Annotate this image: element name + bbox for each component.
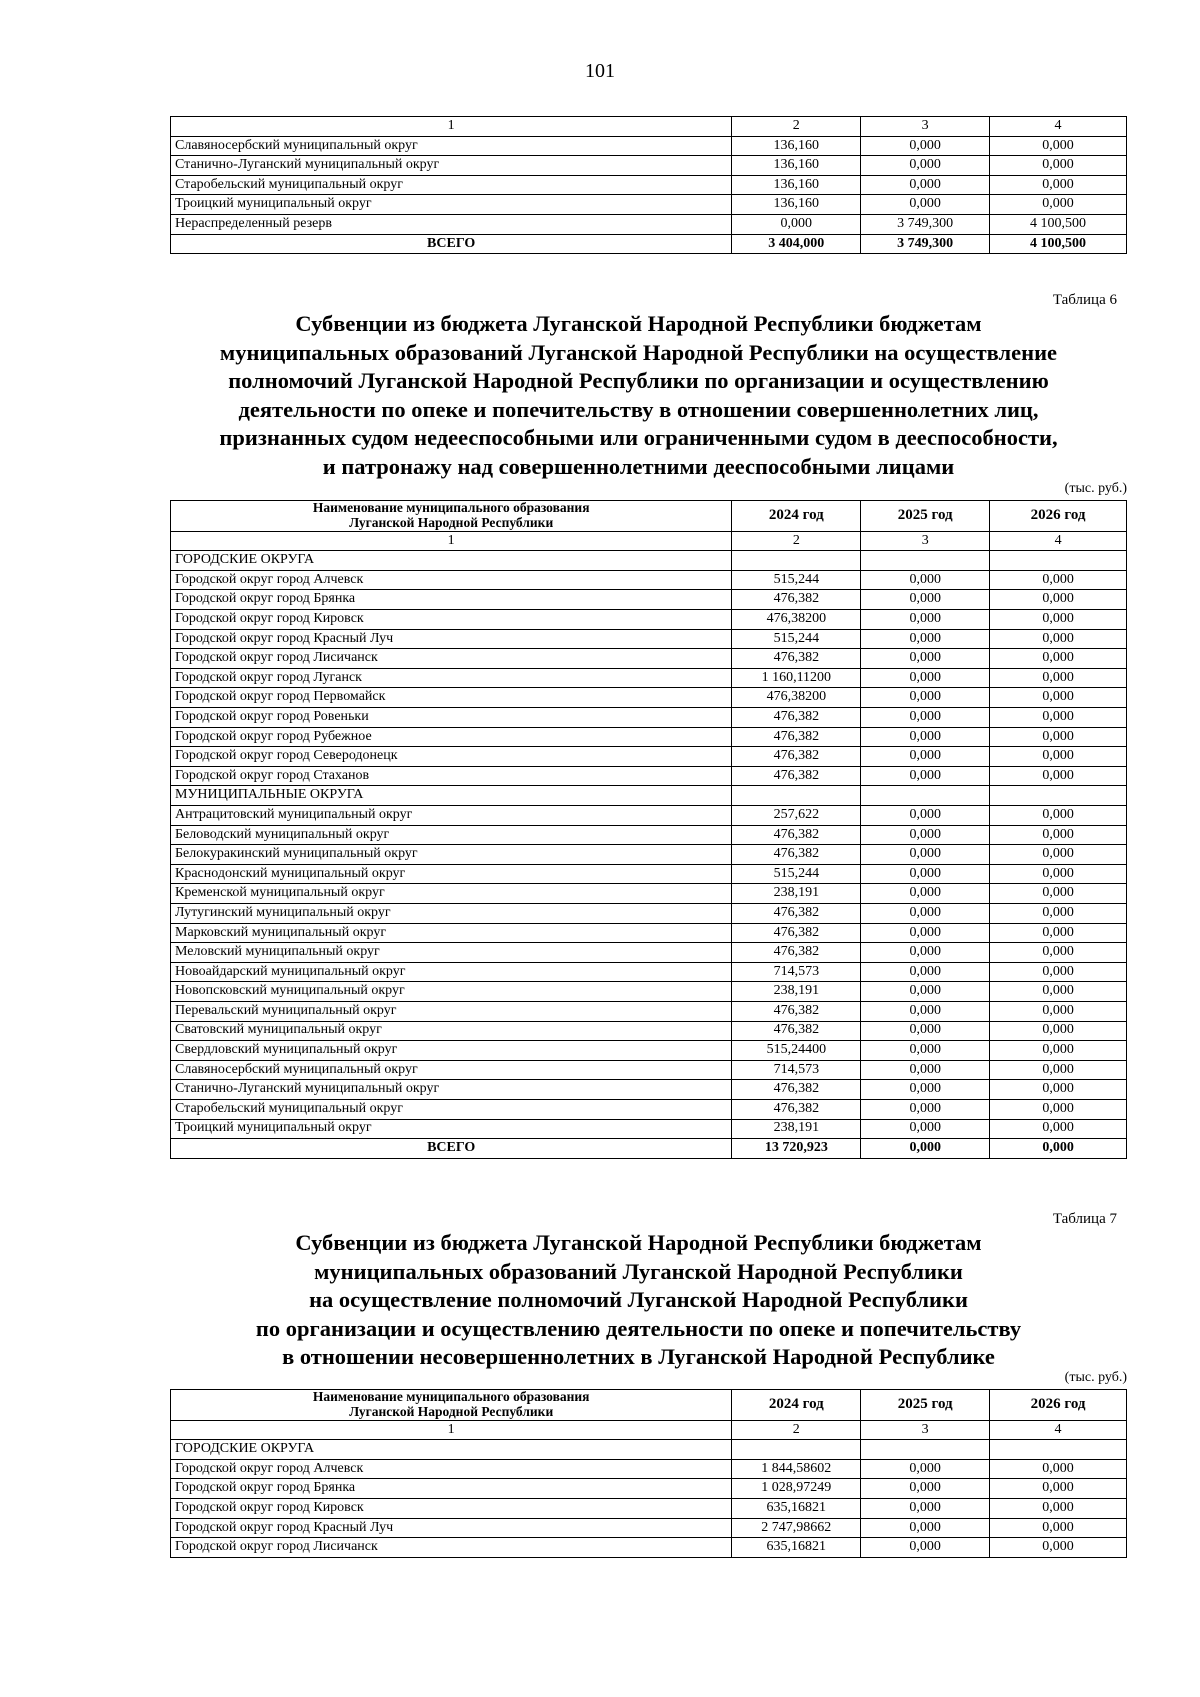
table-row xyxy=(171,1119,1127,1139)
title-line: муниципальных образований Луганской Народной Республики xyxy=(314,1258,963,1284)
cell-name: Марковский муниципальный округ xyxy=(171,923,732,943)
cell-name: Перевальский муниципальный округ xyxy=(171,1001,732,1021)
cell-2024: 476,382 xyxy=(732,708,861,728)
total-label: ВСЕГО xyxy=(171,234,732,254)
table-row xyxy=(171,1518,1127,1538)
cell-2025: 0,000 xyxy=(861,629,990,649)
cell-2026: 4 100,500 xyxy=(990,214,1127,234)
title-line: в отношении несовершеннолетних в Луганской Народной Республике xyxy=(282,1344,995,1370)
table-row xyxy=(171,766,1127,786)
column-number: 4 xyxy=(990,117,1127,137)
title-line: на осуществление полномочий Луганской Народной Республики xyxy=(309,1287,968,1313)
cell-2024: 2 747,98662 xyxy=(732,1518,861,1538)
total-2025: 3 749,300 xyxy=(861,234,990,254)
total-2024: 13 720,923 xyxy=(732,1139,861,1159)
empty-cell xyxy=(861,786,990,806)
cell-2024: 257,622 xyxy=(732,806,861,826)
table-row xyxy=(171,1060,1127,1080)
cell-2026: 0,000 xyxy=(990,962,1127,982)
cell-name: Городской округ город Красный Луч xyxy=(171,1518,732,1538)
cell-2026: 0,000 xyxy=(990,982,1127,1002)
cell-2026: 0,000 xyxy=(990,1080,1127,1100)
cell-2024: 0,000 xyxy=(732,214,861,234)
cell-name: Антрацитовский муниципальный округ xyxy=(171,806,732,826)
cell-2025: 0,000 xyxy=(861,1538,990,1558)
cell-2025: 0,000 xyxy=(861,1119,990,1139)
cell-name: Лутугинский муниципальный округ xyxy=(171,903,732,923)
title-line: и патронажу над совершеннолетними дееспособными лицами xyxy=(322,453,955,479)
cell-2024: 476,382 xyxy=(732,747,861,767)
cell-2026: 0,000 xyxy=(990,1499,1127,1519)
cell-2025: 0,000 xyxy=(861,1021,990,1041)
cell-2026: 0,000 xyxy=(990,195,1127,215)
column-number: 4 xyxy=(990,1420,1127,1440)
cell-2024: 238,191 xyxy=(732,982,861,1002)
cell-2025: 0,000 xyxy=(861,668,990,688)
cell-2025: 0,000 xyxy=(861,649,990,669)
table-row xyxy=(171,1459,1127,1479)
table-row xyxy=(171,1099,1127,1119)
section-row xyxy=(171,551,1127,571)
cell-2025: 0,000 xyxy=(861,1459,990,1479)
empty-cell xyxy=(732,1440,861,1460)
cell-2024: 476,382 xyxy=(732,1080,861,1100)
header-name xyxy=(171,1390,732,1421)
cell-name: Новопсковский муниципальный округ xyxy=(171,982,732,1002)
cell-2024: 476,382 xyxy=(732,845,861,865)
table-row xyxy=(171,1479,1127,1499)
cell-2026: 0,000 xyxy=(990,590,1127,610)
cell-2025: 0,000 xyxy=(861,982,990,1002)
cell-2024: 476,382 xyxy=(732,923,861,943)
empty-cell xyxy=(861,1440,990,1460)
table-row xyxy=(171,629,1127,649)
empty-cell xyxy=(732,786,861,806)
cell-name: Кременской муниципальный округ xyxy=(171,884,732,904)
cell-name: Троицкий муниципальный округ xyxy=(171,195,732,215)
table-row xyxy=(171,1001,1127,1021)
title-line: Субвенции из бюджета Луганской Народной Республики бюджетам xyxy=(295,1230,982,1255)
cell-2025: 0,000 xyxy=(861,195,990,215)
cell-2024: 476,38200 xyxy=(732,610,861,630)
table-7 xyxy=(170,1389,1127,1558)
cell-2025: 0,000 xyxy=(861,923,990,943)
table-row xyxy=(171,649,1127,669)
column-number: 1 xyxy=(171,1420,732,1440)
cell-2025: 0,000 xyxy=(861,1041,990,1061)
cell-2024: 635,16821 xyxy=(732,1538,861,1558)
table-row xyxy=(171,727,1127,747)
cell-2024: 136,160 xyxy=(732,136,861,156)
section-row xyxy=(171,1440,1127,1460)
column-number-row xyxy=(171,1420,1127,1440)
cell-name: Краснодонский муниципальный округ xyxy=(171,864,732,884)
cell-name: Городской округ город Красный Луч xyxy=(171,629,732,649)
section-row xyxy=(171,786,1127,806)
title-line: муниципальных образований Луганской Народной Республики на осуществление xyxy=(219,339,1058,365)
column-number: 2 xyxy=(732,531,861,551)
cell-2025: 0,000 xyxy=(861,1060,990,1080)
title-line: признанных судом недееспособными или ограниченными судом в дееспособности, xyxy=(219,425,1058,451)
total-2026: 4 100,500 xyxy=(990,234,1127,254)
cell-2024: 476,382 xyxy=(732,903,861,923)
cell-2026: 0,000 xyxy=(990,175,1127,195)
header-2025: 2025 год xyxy=(861,1390,990,1421)
cell-2026: 0,000 xyxy=(990,570,1127,590)
cell-2026: 0,000 xyxy=(990,1060,1127,1080)
cell-2025: 0,000 xyxy=(861,766,990,786)
cell-2026: 0,000 xyxy=(990,136,1127,156)
column-number: 2 xyxy=(732,1420,861,1440)
cell-2025: 0,000 xyxy=(861,845,990,865)
cell-name: Станично-Луганский муниципальный округ xyxy=(171,1080,732,1100)
table-header-row xyxy=(171,1390,1127,1421)
cell-name: Нераспределенный резерв xyxy=(171,214,732,234)
cell-2025: 3 749,300 xyxy=(861,214,990,234)
table-row xyxy=(171,1021,1127,1041)
cell-name: Городской округ город Ровеньки xyxy=(171,708,732,728)
cell-2024: 476,382 xyxy=(732,1001,861,1021)
cell-2025: 0,000 xyxy=(861,570,990,590)
header-2025: 2025 год xyxy=(861,501,990,532)
empty-cell xyxy=(732,551,861,571)
cell-2024: 238,191 xyxy=(732,884,861,904)
table-row xyxy=(171,1041,1127,1061)
table-row xyxy=(171,175,1127,195)
table-row xyxy=(171,943,1127,963)
cell-2024: 136,160 xyxy=(732,195,861,215)
cell-name: Беловодский муниципальный округ xyxy=(171,825,732,845)
cell-2024: 515,244 xyxy=(732,629,861,649)
cell-2025: 0,000 xyxy=(861,943,990,963)
cell-name: Городской округ город Первомайск xyxy=(171,688,732,708)
total-row xyxy=(171,234,1127,254)
cell-2024: 1 160,11200 xyxy=(732,668,861,688)
cell-2026: 0,000 xyxy=(990,1479,1127,1499)
cell-name: Городской округ город Алчевск xyxy=(171,1459,732,1479)
cell-2025: 0,000 xyxy=(861,884,990,904)
cell-name: Старобельский муниципальный округ xyxy=(171,1099,732,1119)
cell-2026: 0,000 xyxy=(990,1119,1127,1139)
title-line: деятельности по опеке и попечительству в отношении совершеннолетних лиц, xyxy=(238,396,1039,422)
cell-2026: 0,000 xyxy=(990,1099,1127,1119)
cell-2026: 0,000 xyxy=(990,884,1127,904)
cell-2025: 0,000 xyxy=(861,1001,990,1021)
cell-2024: 515,24400 xyxy=(732,1041,861,1061)
cell-name: Городской округ город Лисичанск xyxy=(171,1538,732,1558)
table-row xyxy=(171,845,1127,865)
cell-2026: 0,000 xyxy=(990,649,1127,669)
table-row xyxy=(171,214,1127,234)
cell-2024: 476,382 xyxy=(732,1099,861,1119)
total-row xyxy=(171,1139,1127,1159)
cell-2025: 0,000 xyxy=(861,903,990,923)
table-row xyxy=(171,806,1127,826)
cell-name: Сватовский муниципальный округ xyxy=(171,1021,732,1041)
cell-2025: 0,000 xyxy=(861,708,990,728)
column-number-row xyxy=(171,531,1127,551)
cell-2024: 476,382 xyxy=(732,943,861,963)
cell-2025: 0,000 xyxy=(861,747,990,767)
table-row xyxy=(171,747,1127,767)
column-number-row xyxy=(171,117,1127,137)
cell-2025: 0,000 xyxy=(861,688,990,708)
table-row xyxy=(171,668,1127,688)
header-2024: 2024 год xyxy=(732,501,861,532)
header-name-line: Луганской Народной Республики xyxy=(349,1403,554,1419)
cell-2026: 0,000 xyxy=(990,610,1127,630)
section-title: ГОРОДСКИЕ ОКРУГА xyxy=(171,1440,732,1460)
cell-name: Славяносербский муниципальный округ xyxy=(171,1060,732,1080)
table-row xyxy=(171,610,1127,630)
table-6 xyxy=(170,500,1127,1159)
table-row xyxy=(171,1080,1127,1100)
table-row xyxy=(171,570,1127,590)
cell-name: Станично-Луганский муниципальный округ xyxy=(171,156,732,176)
empty-cell xyxy=(990,1440,1127,1460)
cell-2026: 0,000 xyxy=(990,1459,1127,1479)
header-2026: 2026 год xyxy=(990,501,1127,532)
table-row xyxy=(171,1499,1127,1519)
cell-2025: 0,000 xyxy=(861,962,990,982)
total-2025: 0,000 xyxy=(861,1139,990,1159)
cell-2026: 0,000 xyxy=(990,943,1127,963)
table-row xyxy=(171,708,1127,728)
table-row xyxy=(171,1538,1127,1558)
cell-2026: 0,000 xyxy=(990,923,1127,943)
cell-2026: 0,000 xyxy=(990,1538,1127,1558)
table-row xyxy=(171,136,1127,156)
cell-2024: 476,382 xyxy=(732,590,861,610)
cell-2026: 0,000 xyxy=(990,668,1127,688)
title-line: Субвенции из бюджета Луганской Народной Республики бюджетам xyxy=(295,311,982,336)
title-line: по организации и осуществлению деятельности по опеке и попечительству xyxy=(255,1315,1022,1341)
cell-2024: 515,244 xyxy=(732,864,861,884)
total-2024: 3 404,000 xyxy=(732,234,861,254)
empty-cell xyxy=(861,551,990,571)
cell-2024: 476,382 xyxy=(732,825,861,845)
cell-name: Городской округ город Брянка xyxy=(171,590,732,610)
cell-2024: 476,382 xyxy=(732,766,861,786)
header-2026: 2026 год xyxy=(990,1390,1127,1421)
table-row xyxy=(171,688,1127,708)
cell-2024: 476,382 xyxy=(732,1021,861,1041)
cell-2026: 0,000 xyxy=(990,864,1127,884)
cell-name: Городской округ город Брянка xyxy=(171,1479,732,1499)
cell-2026: 0,000 xyxy=(990,903,1127,923)
cell-2025: 0,000 xyxy=(861,1499,990,1519)
cell-name: Славяносербский муниципальный округ xyxy=(171,136,732,156)
empty-cell xyxy=(990,551,1127,571)
table-row xyxy=(171,156,1127,176)
title-line: полномочий Луганской Народной Республики по организации и осуществлению xyxy=(228,368,1049,394)
column-number: 4 xyxy=(990,531,1127,551)
table-row xyxy=(171,923,1127,943)
table-7-title xyxy=(150,1229,1127,1372)
cell-2025: 0,000 xyxy=(861,1099,990,1119)
cell-2024: 136,160 xyxy=(732,156,861,176)
cell-2025: 0,000 xyxy=(861,864,990,884)
cell-2024: 476,38200 xyxy=(732,688,861,708)
table-row xyxy=(171,903,1127,923)
cell-name: Городской округ город Лисичанск xyxy=(171,649,732,669)
section-title: ГОРОДСКИЕ ОКРУГА xyxy=(171,551,732,571)
cell-2024: 714,573 xyxy=(732,962,861,982)
cell-2025: 0,000 xyxy=(861,1479,990,1499)
cell-name: Свердловский муниципальный округ xyxy=(171,1041,732,1061)
cell-2024: 515,244 xyxy=(732,570,861,590)
table-row xyxy=(171,982,1127,1002)
cell-2026: 0,000 xyxy=(990,845,1127,865)
table-row xyxy=(171,825,1127,845)
cell-2025: 0,000 xyxy=(861,175,990,195)
table-row xyxy=(171,884,1127,904)
column-number: 3 xyxy=(861,117,990,137)
total-2026: 0,000 xyxy=(990,1139,1127,1159)
cell-2025: 0,000 xyxy=(861,610,990,630)
cell-2025: 0,000 xyxy=(861,590,990,610)
cell-2024: 1 028,97249 xyxy=(732,1479,861,1499)
cell-2026: 0,000 xyxy=(990,766,1127,786)
cell-2025: 0,000 xyxy=(861,156,990,176)
cell-name: Старобельский муниципальный округ xyxy=(171,175,732,195)
page-number: 101 xyxy=(585,60,615,82)
table-row xyxy=(171,195,1127,215)
cell-2026: 0,000 xyxy=(990,1518,1127,1538)
cell-2025: 0,000 xyxy=(861,825,990,845)
cell-2025: 0,000 xyxy=(861,806,990,826)
cell-2026: 0,000 xyxy=(990,747,1127,767)
column-number: 2 xyxy=(732,117,861,137)
table-row xyxy=(171,864,1127,884)
cell-2026: 0,000 xyxy=(990,688,1127,708)
column-number: 1 xyxy=(171,531,732,551)
cell-name: Белокуракинский муниципальный округ xyxy=(171,845,732,865)
cell-name: Меловский муниципальный округ xyxy=(171,943,732,963)
table-6-title xyxy=(150,310,1127,482)
cell-2024: 238,191 xyxy=(732,1119,861,1139)
cell-2026: 0,000 xyxy=(990,156,1127,176)
empty-cell xyxy=(990,786,1127,806)
column-number: 3 xyxy=(861,1420,990,1440)
cell-2025: 0,000 xyxy=(861,1080,990,1100)
column-number: 3 xyxy=(861,531,990,551)
cell-2024: 136,160 xyxy=(732,175,861,195)
table-row xyxy=(171,962,1127,982)
column-number: 1 xyxy=(171,117,732,137)
cell-2026: 0,000 xyxy=(990,1001,1127,1021)
cell-2026: 0,000 xyxy=(990,1021,1127,1041)
header-name-line: Луганской Народной Республики xyxy=(349,514,554,530)
table-7-label: Таблица 7 xyxy=(1052,1211,1117,1227)
cell-2026: 0,000 xyxy=(990,629,1127,649)
cell-2024: 714,573 xyxy=(732,1060,861,1080)
cell-2026: 0,000 xyxy=(990,727,1127,747)
header-name-line: Наименование муниципального образования xyxy=(312,1389,590,1404)
cell-name: Городской округ город Кировск xyxy=(171,1499,732,1519)
cell-2026: 0,000 xyxy=(990,825,1127,845)
cell-name: Городской округ город Северодонецк xyxy=(171,747,732,767)
section-title: МУНИЦИПАЛЬНЫЕ ОКРУГА xyxy=(171,786,732,806)
cell-2024: 476,382 xyxy=(732,649,861,669)
cell-name: Новоайдарский муниципальный округ xyxy=(171,962,732,982)
cell-name: Городской округ город Луганск xyxy=(171,668,732,688)
header-2024: 2024 год xyxy=(732,1390,861,1421)
table-6-unit: (тыс. руб.) xyxy=(1064,481,1127,496)
cell-2026: 0,000 xyxy=(990,1041,1127,1061)
table-7-unit: (тыс. руб.) xyxy=(1064,1370,1127,1385)
cell-2025: 0,000 xyxy=(861,136,990,156)
cell-2025: 0,000 xyxy=(861,727,990,747)
cell-2024: 1 844,58602 xyxy=(732,1459,861,1479)
table-row xyxy=(171,590,1127,610)
cell-2026: 0,000 xyxy=(990,708,1127,728)
cell-name: Городской округ город Стаханов xyxy=(171,766,732,786)
table-5-continuation xyxy=(170,116,1127,254)
cell-2025: 0,000 xyxy=(861,1518,990,1538)
table-6-label: Таблица 6 xyxy=(1052,292,1117,308)
table-header-row xyxy=(171,501,1127,532)
header-name-line: Наименование муниципального образования xyxy=(312,500,590,515)
total-label: ВСЕГО xyxy=(171,1139,732,1159)
cell-2026: 0,000 xyxy=(990,806,1127,826)
cell-name: Городской округ город Рубежное xyxy=(171,727,732,747)
cell-2024: 476,382 xyxy=(732,727,861,747)
cell-name: Троицкий муниципальный округ xyxy=(171,1119,732,1139)
cell-name: Городской округ город Алчевск xyxy=(171,570,732,590)
cell-2024: 635,16821 xyxy=(732,1499,861,1519)
cell-name: Городской округ город Кировск xyxy=(171,610,732,630)
header-name xyxy=(171,501,732,532)
